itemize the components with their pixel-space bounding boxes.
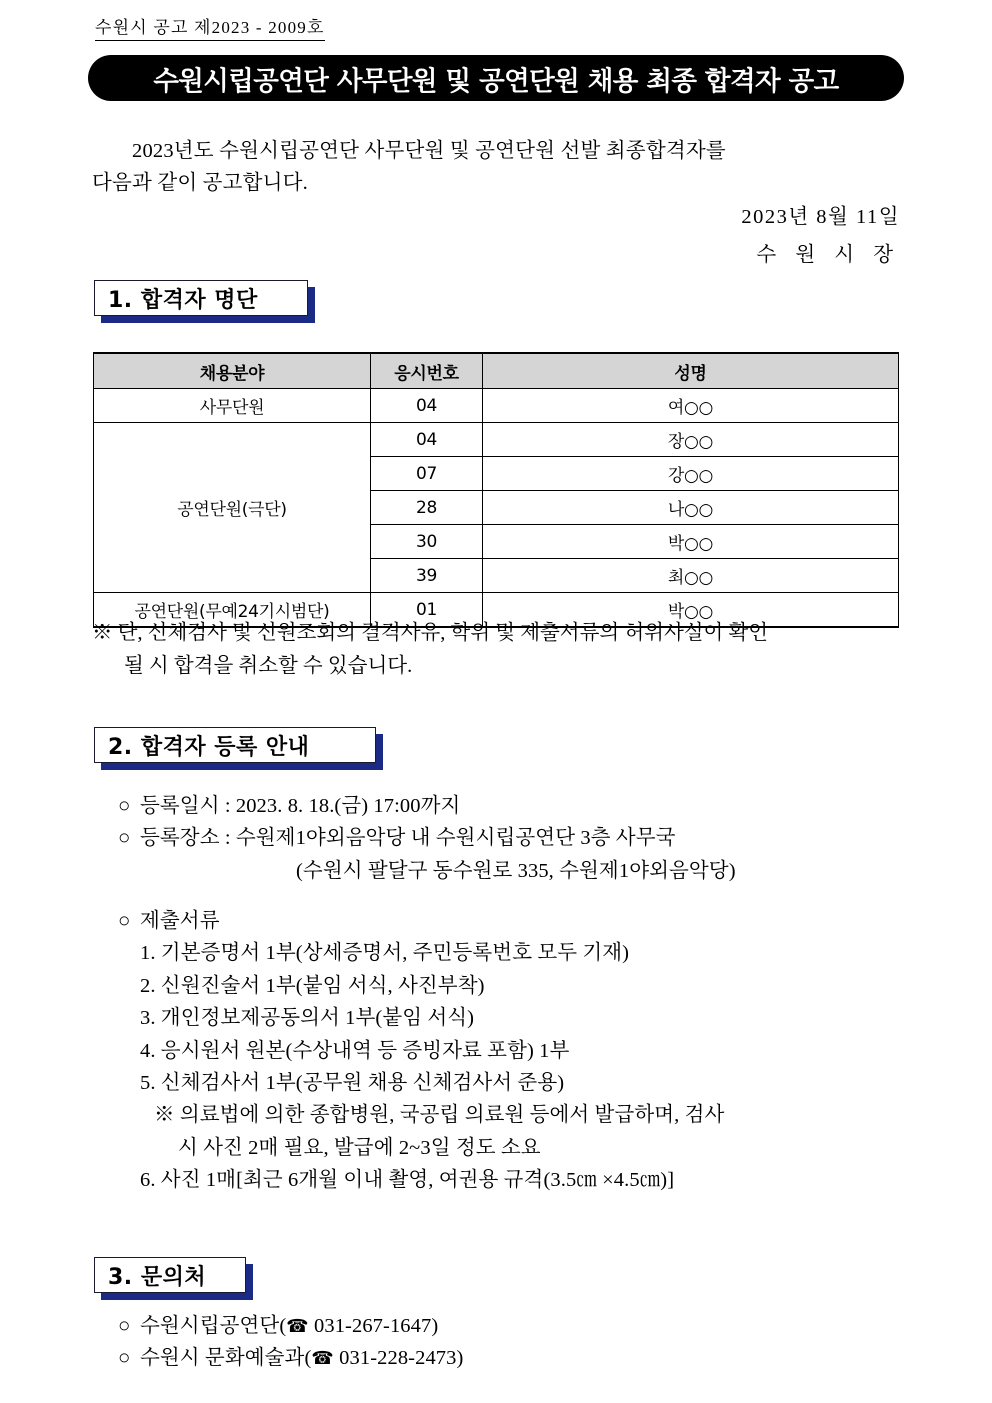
cell-exam-number: 04 [371, 389, 483, 423]
cell-exam-number: 07 [371, 457, 483, 491]
circle-bullet-icon: ○ [118, 827, 131, 850]
registration-place: 등록장소 : 수원제1야외음악당 내 수원시립공연단 3층 사무국 [140, 827, 676, 850]
intro-line-1: 2023년도 수원시립공연단 사무단원 및 공연단원 선발 최종합격자를 [132, 140, 726, 162]
table-row [94, 423, 899, 457]
registration-place-line [118, 822, 918, 854]
table-body [94, 389, 899, 628]
section-heading-1 [94, 280, 308, 316]
passer-list-table [93, 352, 899, 628]
section-heading-2 [94, 727, 376, 763]
contact-organization: 수원시 문화예술과( [140, 1347, 312, 1370]
cell-exam-number: 01 [371, 593, 483, 628]
announcement-date: 2023년 8월 11일 [741, 206, 900, 228]
note-line-1: ※ 단, 신체검사 및 신원조회의 결격사유, 학위 및 제출서류의 허위사실이 확인 [92, 622, 769, 644]
disqualification-note [92, 617, 910, 683]
registration-datetime-line [118, 790, 918, 822]
cell-applicant-name: 나○○ [483, 491, 899, 525]
cell-applicant-name: 박○○ [483, 593, 899, 628]
telephone-icon: ☎ [311, 1348, 334, 1370]
contact-info [118, 1310, 878, 1375]
passer-list-table-wrapper [93, 352, 899, 628]
contact-phone: 031-228-2473) [333, 1347, 464, 1370]
list-item: 3. 개인정보제공동의서 1부(붙임 서식) [140, 1007, 475, 1030]
circle-bullet-icon: ○ [118, 910, 131, 932]
contact-line [118, 1342, 878, 1374]
section-heading-3 [94, 1257, 246, 1293]
table-header-row [94, 353, 899, 389]
documents-list [118, 937, 918, 1099]
circle-bullet-icon: ○ [118, 1315, 131, 1337]
cell-applicant-name: 박○○ [483, 525, 899, 559]
cell-applicant-name: 장○○ [483, 423, 899, 457]
intro-line-2: 다음과 같이 공고합니다. [92, 171, 309, 194]
intro-paragraph [92, 136, 907, 200]
registration-datetime: 등록일시 : 2023. 8. 18.(금) 17:00까지 [140, 795, 461, 817]
list-item: 5. 신체검사서 1부(공무원 채용 신체검사서 준용) [140, 1071, 565, 1094]
column-header-field: 채용분야 [94, 353, 371, 389]
contact-phone: 031-267-1647) [308, 1315, 439, 1337]
cell-applicant-name: 강○○ [483, 457, 899, 491]
list-item: 1. 기본증명서 1부(상세증명서, 주민등록번호 모두 기재) [140, 942, 630, 965]
cell-recruit-field: 사무단원 [94, 389, 371, 423]
cell-exam-number: 30 [371, 525, 483, 559]
cell-exam-number: 39 [371, 559, 483, 593]
table-row [94, 389, 899, 423]
documents-heading-line [118, 905, 918, 937]
announcement-title-banner [88, 55, 904, 101]
list-item: 4. 응시원서 원본(수상내역 등 증빙자료 포함) 1부 [140, 1039, 570, 1062]
cell-recruit-field: 공연단원(극단) [94, 423, 371, 593]
registration-address: (수원시 팔달구 동수원로 335, 수원제1야외음악당) [296, 859, 736, 882]
contact-organization: 수원시립공연단( [140, 1315, 287, 1337]
note-line-2: 될 시 합격을 취소할 수 있습니다. [124, 655, 413, 678]
documents-heading: 제출서류 [140, 910, 220, 932]
page-title: 수원시립공연단 사무단원 및 공연단원 채용 최종 합격자 공고 [153, 65, 839, 97]
telephone-icon: ☎ [286, 1316, 309, 1337]
section-heading-3-label: 3. 문의처 [108, 1264, 207, 1290]
document-number: 수원시 공고 제2023 - 2009호 [95, 17, 325, 41]
circle-bullet-icon: ○ [118, 795, 131, 817]
list-item: 6. 사진 1매[최근 6개월 이내 촬영, 여권용 규격(3.5㎝ ×4.5㎝)] [140, 1169, 675, 1191]
contact-line [118, 1310, 878, 1342]
documents-subnote-line-2: 시 사진 2매 필요, 발급에 2~3일 정도 소요 [178, 1136, 541, 1159]
required-documents [118, 905, 918, 1196]
cell-exam-number: 04 [371, 423, 483, 457]
cell-applicant-name: 최○○ [483, 559, 899, 593]
circle-bullet-icon: ○ [118, 1347, 131, 1370]
section-heading-1-label: 1. 합격자 명단 [108, 287, 258, 313]
section-heading-2-label: 2. 합격자 등록 안내 [108, 734, 310, 760]
cell-applicant-name: 여○○ [483, 389, 899, 423]
cell-recruit-field: 공연단원(무예24기시범단) [94, 593, 371, 628]
column-header-number: 응시번호 [371, 353, 483, 389]
registration-info [118, 790, 918, 887]
list-item: 2. 신원진술서 1부(붙임 서식, 사진부착) [140, 974, 485, 997]
cell-exam-number: 28 [371, 491, 483, 525]
announcement-signer: 수 원 시 장 [756, 244, 900, 266]
column-header-name: 성명 [483, 353, 899, 389]
table-header [94, 353, 899, 389]
documents-subnote-line-1: ※ 의료법에 의한 종합병원, 국공립 의료원 등에서 발급하며, 검사 [154, 1104, 725, 1127]
